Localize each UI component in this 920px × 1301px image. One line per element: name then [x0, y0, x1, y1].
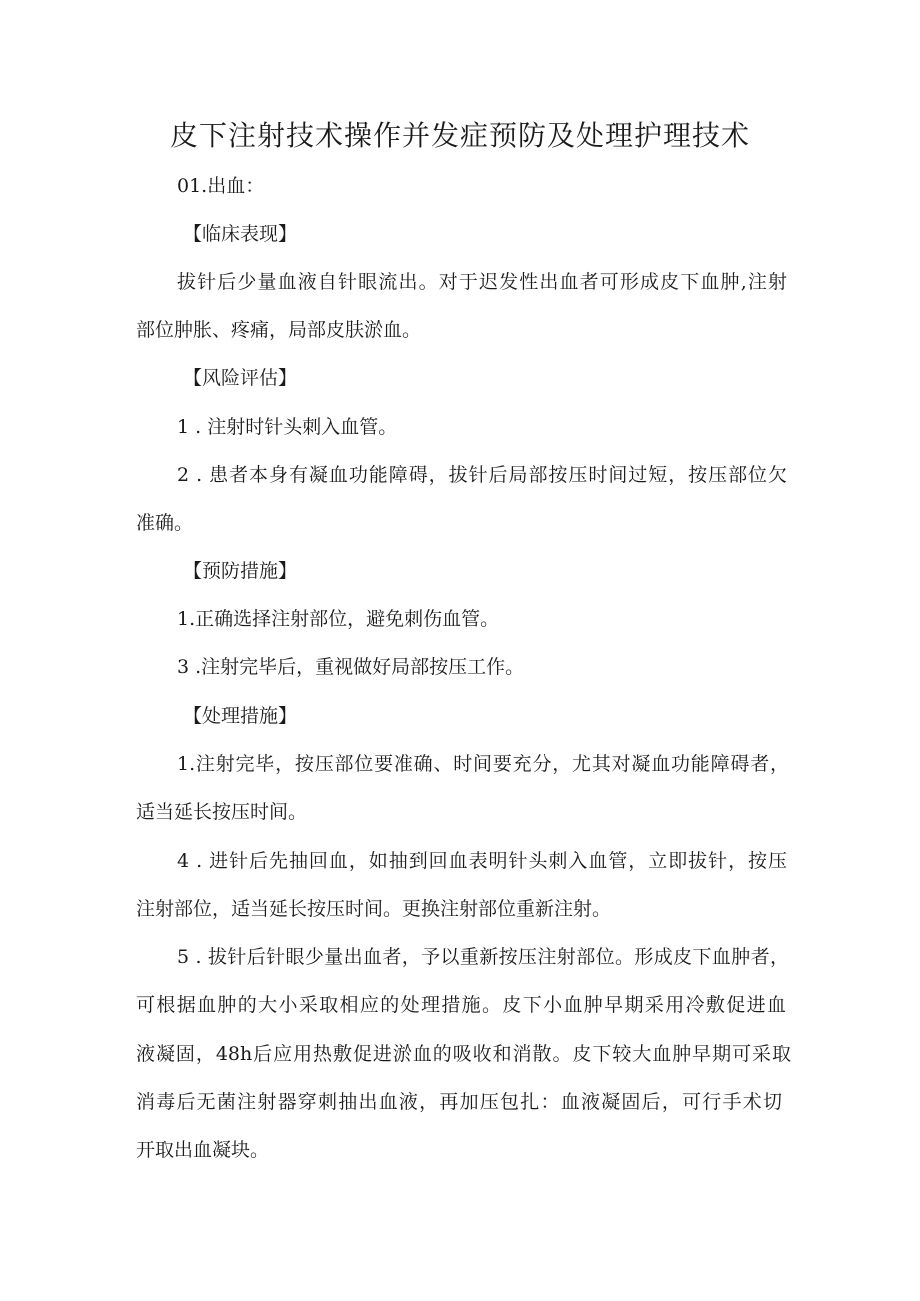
clinical-paragraph-line-1: 拔针后少量血液自针眼流出。对于迟发性出血者可形成皮下血肿,注射 — [177, 271, 787, 293]
risk-item-1: 1 . 注射时针头刺入血管。 — [177, 416, 398, 438]
clinical-paragraph-line-2: 部位肿胀、疼痛，局部皮肤淤血。 — [136, 319, 422, 341]
risk-item-2-line-2: 准确。 — [136, 512, 194, 534]
section-heading: 01.出血： — [177, 175, 265, 197]
prevention-heading: 【预防措施】 — [183, 560, 298, 582]
treatment-item-3-line-4: 消毒后无菌注射器穿刺抽出血液，再加压包扎：血液凝固后，可行手术切 — [136, 1091, 782, 1113]
prevention-item-2: 3 .注射完毕后，重视做好局部按压工作。 — [177, 656, 525, 678]
treatment-item-3-line-5: 开取出血凝块。 — [136, 1139, 270, 1161]
risk-item-2-line-1: 2 . 患者本身有凝血功能障碍，拔针后局部按压时间过短，按压部位欠 — [177, 464, 787, 486]
prevention-item-1: 1.正确选择注射部位，避免刺伤血管。 — [177, 608, 500, 630]
treatment-item-2-line-1: 4 . 进针后先抽回血，如抽到回血表明针头刺入血管，立即拔针，按压 — [177, 850, 787, 872]
treatment-item-1-line-2: 适当延长按压时间。 — [136, 801, 308, 823]
document-title: 皮下注射技术操作并发症预防及处理护理技术 — [169, 119, 750, 152]
treatment-item-1-line-1: 1.注射完毕，按压部位要准确、时间要充分，尤其对凝血功能障碍者， — [177, 753, 789, 775]
treatment-item-3-line-1: 5 . 拔针后针眼少量出血者，予以重新按压注射部位。形成皮下血肿者， — [177, 946, 789, 968]
clinical-heading: 【临床表现】 — [183, 223, 298, 245]
treatment-item-3-line-3: 液凝固，48h后应用热敷促进淤血的吸收和消散。皮下较大血肿早期可采取 — [136, 1043, 791, 1065]
treatment-item-3-line-2: 可根据血肿的大小采取相应的处理措施。皮下小血肿早期采用冷敷促进血 — [136, 994, 786, 1016]
treatment-heading: 【处理措施】 — [183, 705, 298, 727]
risk-heading: 【风险评估】 — [183, 367, 298, 389]
treatment-item-2-line-2: 注射部位，适当延长按压时间。更换注射部位重新注射。 — [136, 898, 612, 920]
